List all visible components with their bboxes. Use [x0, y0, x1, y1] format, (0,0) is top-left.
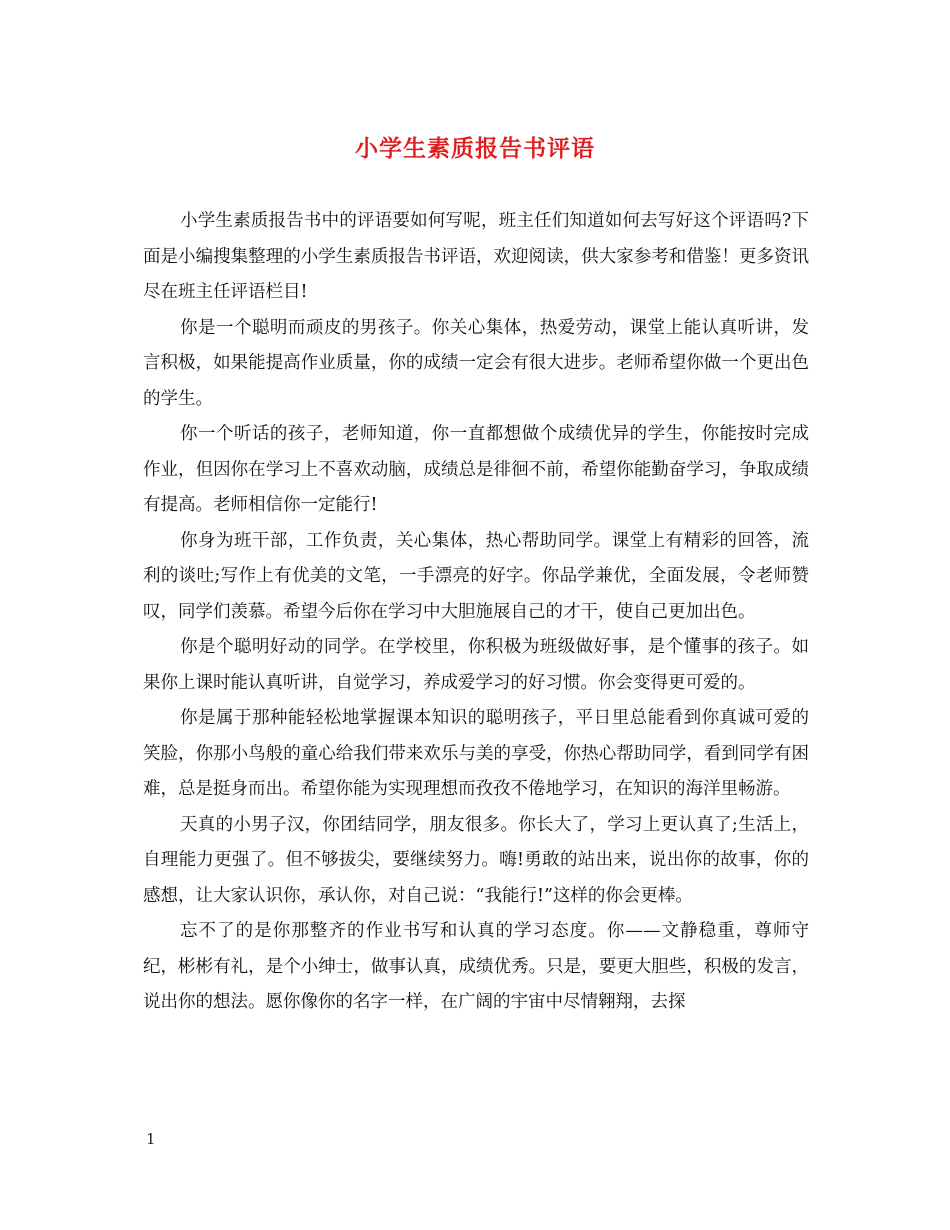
- document-body: [143, 204, 809, 1021]
- comment-paragraph: 你身为班干部，工作负责，关心集体，热心帮助同学。课堂上有精彩的回答，流利的谈吐;写作上有优美的文笔，一手漂亮的好字。你品学兼优，全面发展，令老师赞叹，同学们羡慕。希望今后你在学习中大胆施展自己的才干，使自己更加出色。: [143, 530, 809, 622]
- comment-paragraph: 你一个听话的孩子，老师知道，你一直都想做个成绩优异的学生，你能按时完成作业，但因你在学习上不喜欢动脑，成绩总是徘徊不前，希望你能勤奋学习，争取成绩有提高。老师相信你一定能行!: [143, 424, 809, 515]
- intro-paragraph: 小学生素质报告书中的评语要如何写呢，班主任们知道如何去写好这个评语吗?下面是小编搜集整理的小学生素质报告书评语，欢迎阅读，供大家参考和借鉴！更多资讯尽在班主任评语栏目!: [143, 211, 809, 302]
- comment-paragraph: 天真的小男子汉，你团结同学，朋友很多。你长大了，学习上更认真了;生活上，自理能力更强了。但不够拔尖，要继续努力。嗨!勇敢的站出来，说出你的故事，你的感想，让大家认识你，承认你，对自己说：“我能行!”这样的你会更棒。: [143, 814, 809, 906]
- document-title: 小学生素质报告书评语: [355, 135, 595, 162]
- page-number: 1: [146, 1130, 156, 1148]
- comment-paragraph: 你是个聪明好动的同学。在学校里，你积极为班级做好事，是个懂事的孩子。如果你上课时能认真听讲，自觉学习，养成爱学习的好习惯。你会变得更可爱的。: [143, 637, 809, 693]
- comment-paragraph: 忘不了的是你那整齐的作业书写和认真的学习态度。你——文静稳重，尊师守纪，彬彬有礼，是个小绅士，做事认真，成绩优秀。只是，要更大胆些，积极的发言，说出你的想法。愿你像你的名字一样，在广阔的宇宙中尽情翱翔，去探: [143, 921, 809, 1012]
- comment-paragraph: 你是属于那种能轻松地掌握课本知识的聪明孩子，平日里总能看到你真诚可爱的笑脸，你那小鸟般的童心给我们带来欢乐与美的享受，你热心帮助同学，看到同学有困难，总是挺身而出。希望你能为实现理想而孜孜不倦地学习，在知识的海洋里畅游。: [143, 708, 809, 799]
- comment-paragraph: 你是一个聪明而顽皮的男孩子。你关心集体，热爱劳动，课堂上能认真听讲，发言积极，如果能提高作业质量，你的成绩一定会有很大进步。老师希望你做一个更出色的学生。: [143, 317, 809, 409]
